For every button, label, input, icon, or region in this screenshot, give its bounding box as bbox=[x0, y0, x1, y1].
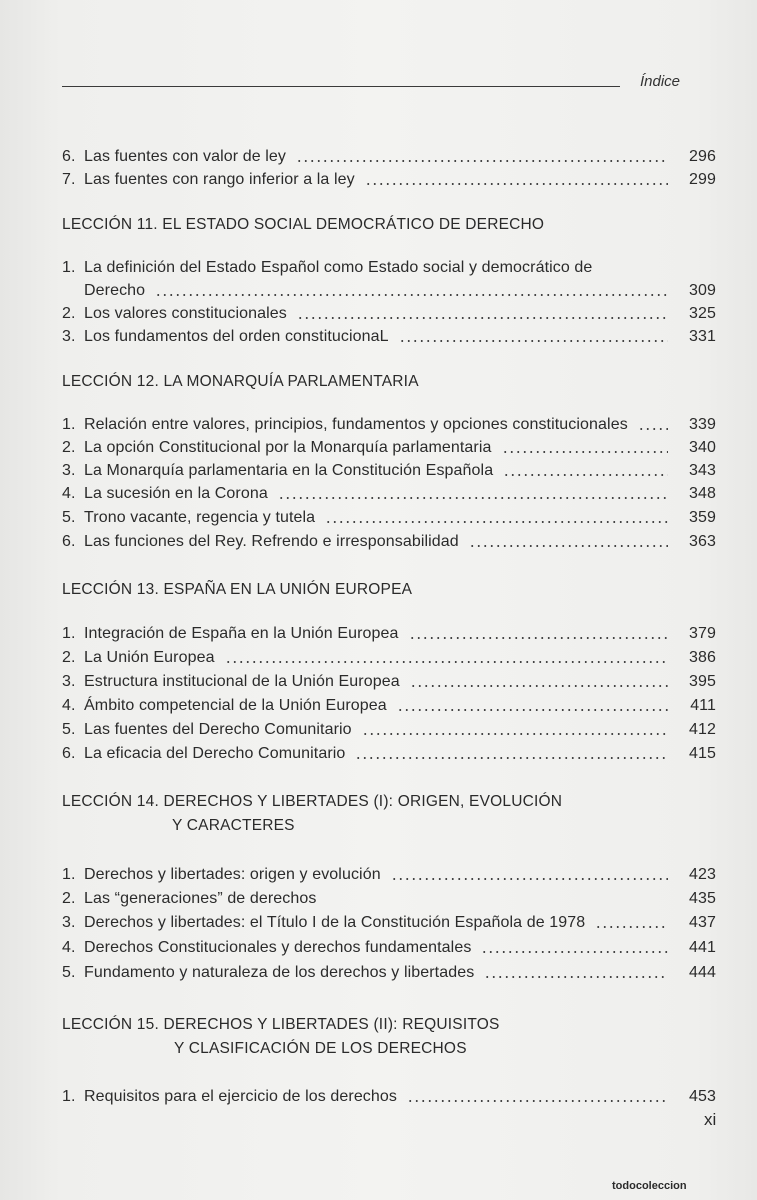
toc-entry: 2. Los valores constitucionales 325 bbox=[62, 305, 716, 322]
toc-entry: 2. La Unión Europea 386 bbox=[62, 649, 716, 666]
leader-dots bbox=[355, 757, 668, 759]
toc-entry: 4. La sucesión en la Corona 348 bbox=[62, 485, 716, 502]
lesson-heading: LECCIÓN 11. EL ESTADO SOCIAL DEMOCRÁTICO DE DERECHO bbox=[62, 216, 545, 233]
toc-entry: 5. Trono vacante, regencia y tutela 359 bbox=[62, 509, 716, 526]
leader-dots bbox=[362, 733, 668, 735]
leader-dots bbox=[410, 685, 668, 687]
toc-entry: 4. Ámbito competencial de la Unión Europea 411 bbox=[62, 697, 716, 714]
lesson-heading: LECCIÓN 14. DERECHOS Y LIBERTADES (I): ORIGEN, EVOLUCIÓN Y CARACTERES bbox=[62, 793, 563, 834]
leader-dots bbox=[297, 317, 668, 319]
leader-dots bbox=[469, 545, 668, 547]
leader-dots bbox=[502, 451, 668, 453]
watermark-logo: todocoleccion bbox=[612, 1180, 687, 1192]
toc-entry: 1. La definición del Estado Español como Estado social y democrático de bbox=[62, 259, 593, 276]
toc-entry: 3. La Monarquía parlamentaria en la Constitución Española 343 bbox=[62, 462, 716, 479]
leader-dots bbox=[407, 1100, 668, 1102]
toc-entry: 5. Fundamento y naturaleza de los derechos y libertades 444 bbox=[62, 964, 716, 981]
toc-entry: 3. Los fundamentos del orden constitucionaL 331 bbox=[62, 328, 716, 345]
toc-entry: 1. Derechos y libertades: origen y evolución 423 bbox=[62, 866, 716, 883]
leader-dots bbox=[399, 340, 668, 342]
leader-dots bbox=[325, 521, 668, 523]
lesson-heading: LECCIÓN 13. ESPAÑA EN LA UNIÓN EUROPEA bbox=[62, 581, 413, 598]
toc-entry: 2. La opción Constitucional por la Monarquía parlamentaria 340 bbox=[62, 439, 716, 456]
leader-dots bbox=[638, 428, 668, 430]
leader-dots bbox=[296, 160, 668, 162]
header-rule bbox=[62, 86, 620, 87]
leader-dots bbox=[278, 497, 668, 499]
lesson-heading: LECCIÓN 12. LA MONARQUÍA PARLAMENTARIA bbox=[62, 373, 419, 390]
toc-entry: 4. Derechos Constitucionales y derechos fundamentales 441 bbox=[62, 939, 716, 956]
toc-entry: 7. Las fuentes con rango inferior a la ley 299 bbox=[62, 171, 716, 188]
leader-dots bbox=[481, 951, 668, 953]
toc-entry: 2. Las “generaciones” de derechos 435 bbox=[62, 890, 716, 907]
leader-dots bbox=[365, 183, 668, 185]
toc-entry: 1. Integración de España en la Unión Europea 379 bbox=[62, 625, 716, 642]
running-header: Índice bbox=[640, 73, 681, 90]
toc-entry: 1. Requisitos para el ejercicio de los derechos 453 bbox=[62, 1088, 716, 1105]
leader-dots bbox=[225, 661, 668, 663]
toc-entry: 6. Las funciones del Rey. Refrendo e irresponsabilidad 363 bbox=[62, 533, 716, 550]
toc-entry: 5. Las fuentes del Derecho Comunitario 412 bbox=[62, 721, 716, 738]
lesson-heading: LECCIÓN 15. DERECHOS Y LIBERTADES (II): REQUISITOS Y CLASIFICACIÓN DE LOS DERECHOS bbox=[62, 1016, 500, 1057]
leader-dots bbox=[155, 294, 668, 296]
toc-entry-continued: Derecho 309 bbox=[84, 282, 716, 299]
leader-dots bbox=[391, 878, 668, 880]
toc-entry: 3. Derechos y libertades: el Título I de la Constitución Española de 1978 437 bbox=[62, 914, 716, 931]
toc-entry: 3. Estructura institucional de la Unión Europea 395 bbox=[62, 673, 716, 690]
toc-entry: 1. Relación entre valores, principios, fundamentos y opciones constitucionales 339 bbox=[62, 416, 716, 433]
leader-dots bbox=[484, 976, 668, 978]
leader-dots bbox=[503, 474, 668, 476]
leader-dots bbox=[409, 637, 668, 639]
toc-entry: 6. La eficacia del Derecho Comunitario 415 bbox=[62, 745, 716, 762]
leader-dots bbox=[397, 709, 668, 711]
page-number: xi bbox=[704, 1110, 717, 1129]
toc-entry: 6. Las fuentes con valor de ley 296 bbox=[62, 148, 716, 165]
leader-dots bbox=[595, 926, 668, 928]
